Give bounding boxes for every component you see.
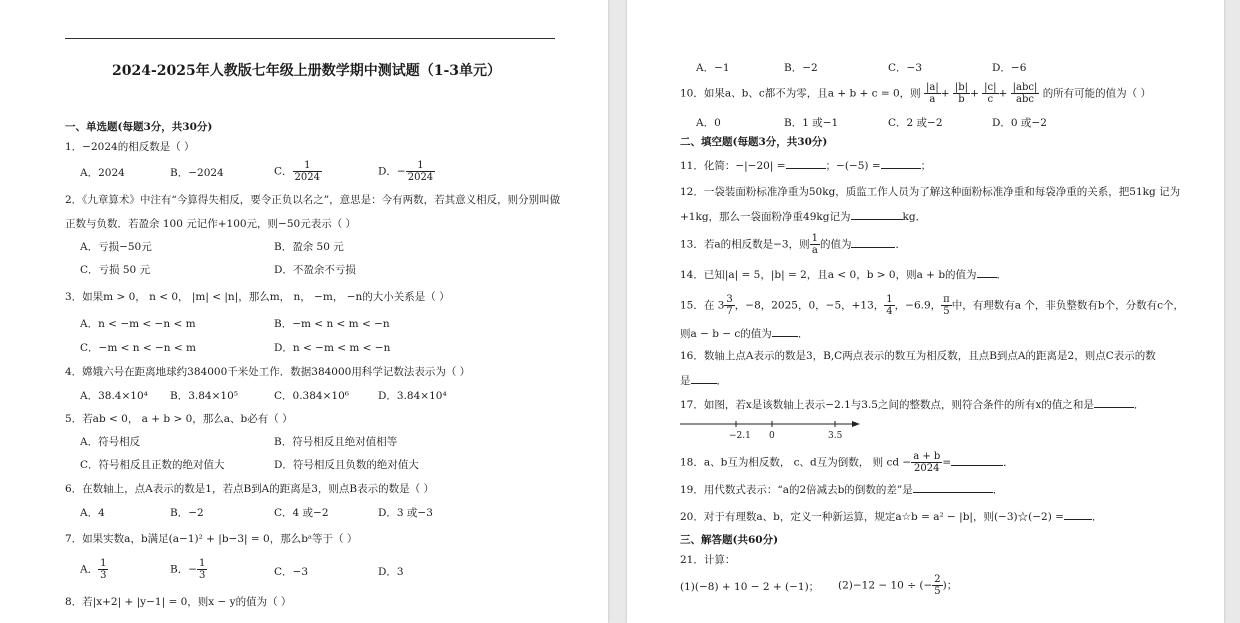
question-20: 20．对于有理数a、b，定义一种新运算，规定a☆b = a² − |b|，则(−3)☆(−2) = ．: [680, 511, 1103, 523]
q7-option-d: D．3: [378, 566, 404, 578]
q7-option-a: A． $\frac{1}{3}$: [80, 558, 107, 581]
section-heading-3: 三、解答题(共60分): [680, 534, 779, 546]
answer-blank: [772, 326, 798, 337]
fraction: $\frac{\pi}{5}$: [943, 294, 950, 317]
q5-option-d: D．符号相反且负数的绝对值大: [274, 459, 419, 471]
question-16-line-2: 是 ．: [680, 375, 727, 387]
q2-option-d: D．不盈余不亏损: [274, 264, 356, 276]
q5-option-c: C．符号相反且正数的绝对值大: [80, 459, 225, 471]
fraction: $\frac{|b|}{b}$: [954, 82, 969, 105]
answer-blank: [881, 158, 921, 169]
q5-option-a: A．符号相反: [80, 436, 141, 448]
tick-label: 0: [769, 431, 775, 441]
question-16-line-1: 16．数轴上点A表示的数是3，B,C两点表示的数互为相反数，且点B到点A的距离是2，则点C表示的数: [680, 350, 1156, 362]
q10-option-b: B．1 或−1: [784, 117, 839, 129]
q3-option-d: D．n < −m < m < −n: [274, 342, 391, 354]
q3-option-b: B．−m < n < m < −n: [274, 318, 390, 330]
q6-option-a: A．4: [80, 507, 105, 519]
q6-option-d: D．3 或−3: [378, 507, 433, 519]
fraction: $\frac{1}{4}$: [886, 294, 893, 317]
q3-option-c: C．−m < n < −n < m: [80, 342, 196, 354]
question-5: 5．若ab < 0， a + b > 0，那么a、b必有（ ）: [65, 413, 293, 425]
fraction: $\frac{|c|}{c}$: [984, 82, 997, 105]
q6-option-c: C．4 或−2: [274, 507, 329, 519]
q10-option-c: C．2 或−2: [888, 117, 943, 129]
q1-option-b: B．−2024: [170, 167, 224, 179]
question-6: 6．在数轴上，点A表示的数是1，若点B到A的距离是3，则点B表示的数是（ ）: [65, 483, 434, 495]
q5-option-b: B．符号相反且绝对值相等: [274, 436, 398, 448]
q8-option-c: C．−3: [888, 62, 923, 74]
answer-blank: [977, 267, 997, 278]
question-4: 4．嫦娥六号在距离地球约384000千米处工作．数据384000用科学记数法表示为（ ）: [65, 366, 471, 378]
q6-option-b: B．−2: [170, 507, 204, 519]
answer-blank: [951, 455, 1003, 466]
question-7: 7．如果实数a，b满足(a−1)² + |b−3| = 0，那么bᵃ等于（ ）: [65, 533, 358, 545]
q8-option-a: A．−1: [696, 62, 730, 74]
q4-option-b: B．3.84×10⁵: [170, 390, 238, 402]
question-14: 14．已知|a| = 5，|b| = 2，且a < 0，b > 0，则a + b的值为 ．: [680, 269, 1008, 281]
tick-label: 3.5: [828, 431, 843, 441]
question-21: 21．计算：: [680, 554, 736, 566]
q4-option-c: C．0.384×10⁶: [274, 390, 349, 402]
section-heading-2: 二、填空题(每题3分，共30分): [680, 136, 828, 148]
q3-option-a: A．n < −m < −n < m: [80, 318, 196, 330]
q2-option-b: B．盈余 50 元: [274, 241, 344, 253]
fraction: $\frac{a + b}{2024}$: [913, 451, 941, 474]
q4-option-a: A．38.4×10⁴: [80, 390, 148, 402]
q1-option-a: A．2024: [80, 167, 125, 179]
fraction: $\frac{3}{7}$: [726, 294, 733, 317]
question-21-part-1: (1)(−8) + 10 − 2 + (−1)；: [680, 581, 820, 593]
number-line-arrow: [852, 421, 860, 427]
question-17: 17．如图，若x是该数轴上表示−2.1与3.5之间的整数点，则符合条件的所有x的值之和是 ．: [680, 399, 1145, 411]
question-2-line-1: 2．《九章算术》中注有“今算得失相反，要令正负以名之”，意思是：今有两数，若其意义相反，则分别叫做: [65, 194, 561, 206]
question-8: 8．若|x+2| + |y−1| = 0，则x − y的值为（ ）: [65, 596, 292, 608]
fraction: $\frac{1}{2024}$: [407, 160, 434, 183]
question-2-line-2: 正数与负数．若盈余 100 元记作+100元，则−50元表示（ ）: [65, 218, 357, 230]
section-heading-1: 一、单选题(每题3分，共30分): [65, 121, 213, 133]
number-line-figure: [680, 418, 860, 442]
answer-blank: [851, 237, 895, 248]
fraction: $\frac{1}{2024}$: [294, 160, 320, 183]
q10-option-a: A．0: [696, 117, 721, 129]
answer-blank: [786, 158, 826, 169]
fraction: $\frac{2}{5}$: [934, 574, 941, 597]
q2-option-a: A．亏损−50元: [80, 241, 152, 253]
header-rule: [65, 38, 555, 39]
tick-label: −2.1: [729, 431, 751, 441]
answer-blank: [691, 373, 717, 384]
fraction: $\frac{1}{3}$: [100, 558, 107, 581]
answer-blank: [1094, 397, 1134, 408]
answer-blank: [1064, 509, 1092, 520]
page-title: 2024-2025年人教版七年级上册数学期中测试题（1-3单元）: [112, 63, 502, 79]
q4-option-d: D．3.84×10⁴: [378, 390, 447, 402]
answer-blank: [913, 482, 993, 493]
question-18: 18．a、b互为相反数， c、d互为倒数， 则 cd − $\frac{a + b}{2024}$ = ．: [680, 451, 1014, 474]
fraction: $\frac{\text{|abc|}}{\text{abc}}$: [1012, 82, 1038, 105]
question-12-line-1: 12．一袋装面粉标准净重为50kg，质监工作人员为了解这种面粉标准净重和每袋净重的关系，把51kg 记为: [680, 186, 1181, 198]
q10-option-d: D．0 或−2: [992, 117, 1047, 129]
document-page-left: [0, 0, 608, 623]
fraction: $\frac{|a|}{a}$: [926, 82, 939, 105]
question-1: 1．−2024的相反数是（ ）: [65, 141, 195, 153]
question-15-line-2: 则a − b − c的值为 ．: [680, 328, 809, 340]
q1-option-d: D．− $\frac{1}{2024}$: [378, 160, 434, 183]
question-15: 15．在 3 $\frac{3}{7}$ ，−8，2025，0，−5，+13， $\frac{1}{4}$ ，−6.9， $\frac{\pi}{5}$ 中，有理数有a 个，非负整数有b个，分数有c个，: [680, 294, 1184, 317]
fraction: $\frac{1}{3}$: [199, 558, 206, 581]
question-10: 10．如果a、b、c都不为零，且a + b + c = 0，则 $\frac{|a|}{a}$ + $\frac{|b|}{b}$ + $\frac{|c|}{c}$ + $\frac{\text{|abc|}}{\text{abc}}$ 的所有可能的值为（ ）: [680, 82, 1152, 105]
q8-option-b: B．−2: [784, 62, 818, 74]
q2-option-c: C．亏损 50 元: [80, 264, 151, 276]
question-19: 19．用代数式表示：“a的2倍减去b的倒数的差”是 ．: [680, 484, 1004, 496]
q7-option-b: B．− $\frac{1}{3}$: [170, 558, 206, 581]
q8-option-d: D．−6: [992, 62, 1027, 74]
answer-blank: [851, 209, 903, 220]
question-11: 11．化简：−|−20| = ；−(−5) = ；: [680, 160, 932, 172]
question-21-part-2: (2)−12 − 10 ÷ (− $\frac{2}{5}$ )；: [838, 574, 958, 597]
q1-option-c: C． $\frac{1}{2024}$: [274, 160, 320, 183]
question-12-line-2: +1kg，那么一袋面粉净重49kg记为 kg．: [680, 211, 927, 223]
q7-option-c: C．−3: [274, 566, 309, 578]
question-3: 3．如果m > 0， n < 0， |m| < |n|，那么m， n， −m， −n的大小关系是（ ）: [65, 291, 450, 303]
question-13: 13．若a的相反数是−3，则 $\frac{1}{a}$ 的值为 ．: [680, 233, 906, 256]
fraction: $\frac{1}{a}$: [811, 233, 818, 256]
